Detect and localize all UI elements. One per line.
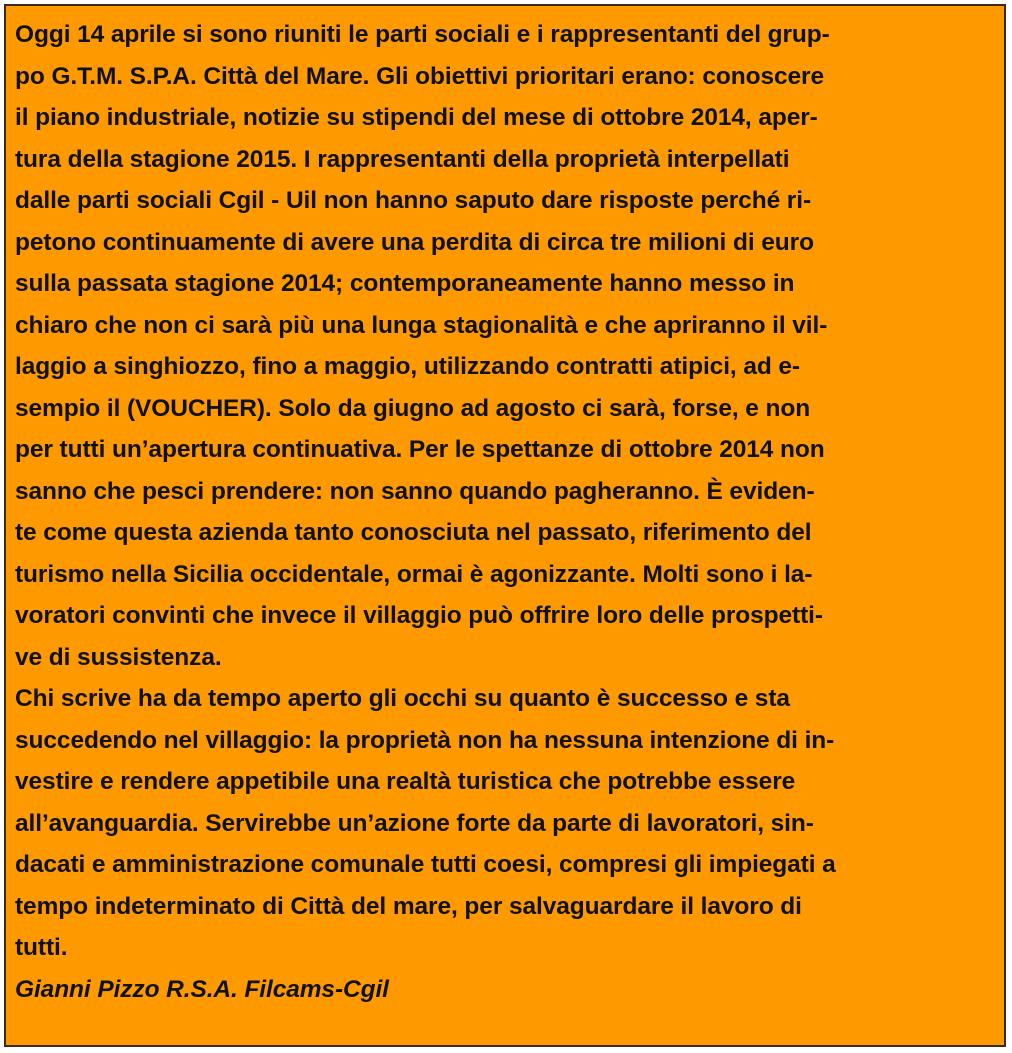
text-line: tutti.: [15, 934, 68, 961]
signature: Gianni Pizzo R.S.A. Filcams-Cgil: [15, 975, 389, 1003]
text-line: sulla passata stagione 2014; contemporaneamente hanno messo in: [15, 270, 795, 297]
text-line: tempo indeterminato di Città del mare, per salvaguardare il lavoro di: [15, 892, 802, 920]
text-line: succedendo nel villaggio: la proprietà non ha nessuna intenzione di in-: [15, 726, 835, 754]
text-line: chiaro che non ci sarà più una lunga stagionalità e che apriranno il vil-: [15, 311, 828, 339]
text-line: turismo nella Sicilia occidentale, ormai è agonizzante. Molti sono i la-: [15, 560, 813, 588]
text-line: dalle parti sociali Cgil - Uil non hanno saputo dare risposte perché ri-: [15, 187, 812, 214]
text-line: laggio a singhiozzo, fino a maggio, utilizzando contratti atipici, ad e-: [15, 353, 800, 380]
text-line: Chi scrive ha da tempo aperto gli occhi su quanto è successo e sta: [15, 685, 790, 712]
text-line: sanno che pesci prendere: non sanno quando pagheranno. È eviden-: [15, 477, 815, 505]
text-line: per tutti un’apertura continuativa. Per le spettanze di ottobre 2014 non: [15, 436, 825, 463]
text-line: il piano industriale, notizie su stipendi del mese di ottobre 2014, aper-: [15, 104, 818, 131]
text-line: te come questa azienda tanto conosciuta nel passato, riferimento del: [15, 519, 812, 546]
text-line: tura della stagione 2015. I rappresentanti della proprietà interpellati: [15, 145, 790, 173]
article-box: [4, 4, 1006, 1047]
text-line: Oggi 14 aprile si sono riuniti le parti sociali e i rappresentanti del grup-: [15, 21, 830, 48]
text-line: dacati e amministrazione comunale tutti coesi, compresi gli impiegati a: [15, 851, 836, 878]
text-line: sempio il (VOUCHER). Solo da giugno ad agosto ci sarà, forse, e non: [15, 394, 811, 422]
text-line: vestire e rendere appetibile una realtà turistica che potrebbe essere: [15, 768, 796, 795]
text-line: ve di sussistenza.: [15, 643, 222, 671]
text-line: po G.T.M. S.P.A. Città del Mare. Gli obiettivi prioritari erano: conoscere: [15, 62, 824, 90]
text-line: all’avanguardia. Servirebbe un’azione forte da parte di lavoratori, sin-: [15, 809, 814, 837]
text-line: voratori convinti che invece il villaggio può offrire loro delle prospetti-: [15, 602, 823, 629]
text-line: petono continuamente di avere una perdita di circa tre milioni di euro: [15, 228, 814, 256]
